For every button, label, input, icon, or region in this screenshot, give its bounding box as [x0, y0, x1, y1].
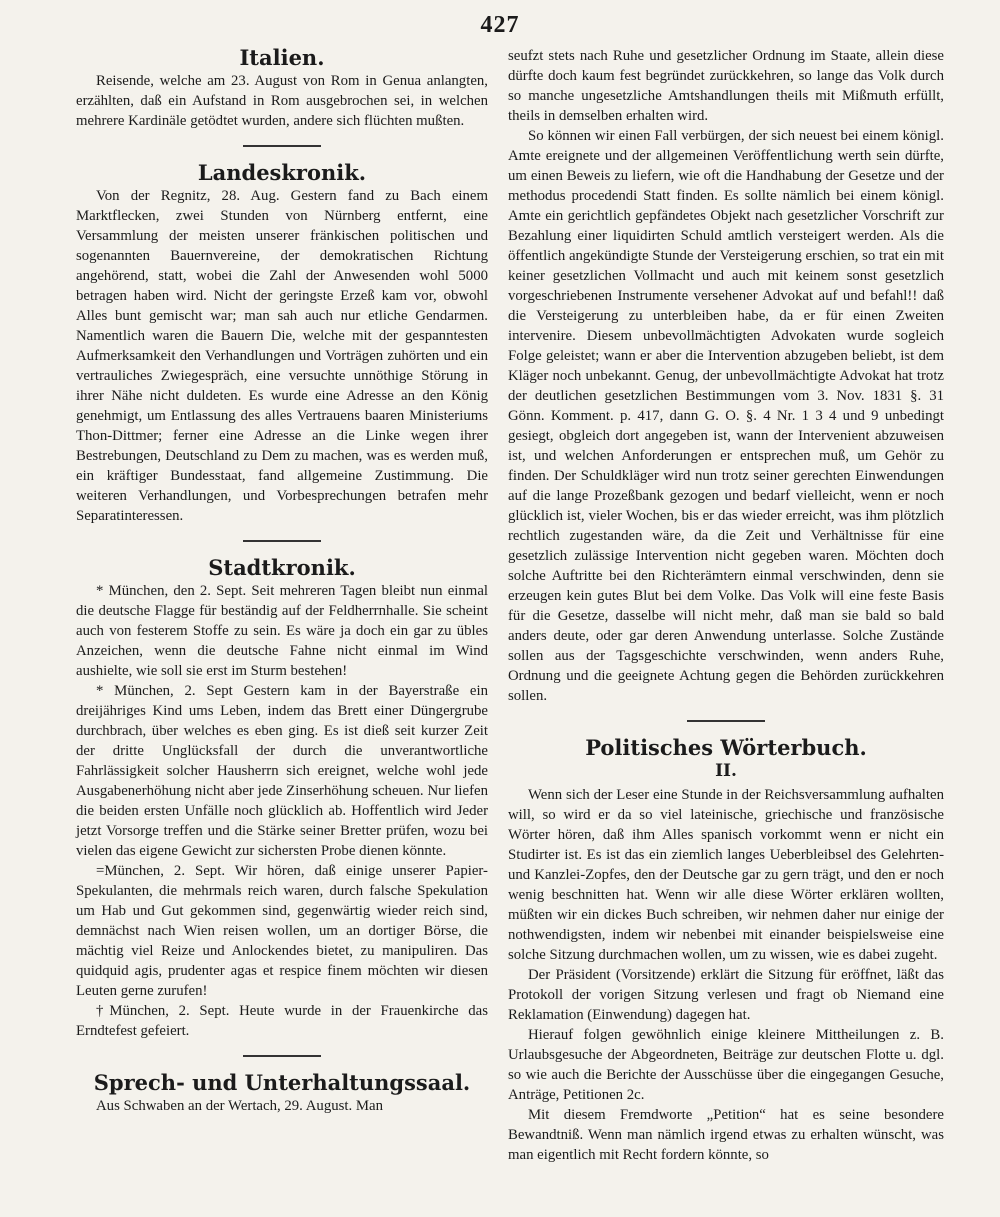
woerterbuch-heading: Politisches Wörterbuch.	[585, 735, 867, 760]
stadtkronik-heading: Stadtkronik.	[208, 555, 356, 581]
section-divider	[687, 720, 765, 722]
italien-heading: Italien.	[239, 45, 325, 70]
landeskronik-heading: Landeskronik.	[197, 160, 367, 186]
stadtkronik-paragraph: * München, den 2. Sept. Seit mehreren Tagen bleibt nun einmal die deutsche Flagge für beständig auf der Feldherrnhalle. Sie scheint auch von festerem Stoffe zu sein. Es wäre ja doch ein gar zu übles Anzeichen, wenn die deutsche Fahne nicht einmal im Wind aushielte, wie soll sie erst im Sturm bestehen!	[76, 583, 488, 680]
woerterbuch-paragraph: Der Präsident (Vorsitzende) erklärt die Sitzung für eröffnet, läßt das Protokoll der vorigen Sitzung verlesen und fragt ob Niemand eine Reklamation (Einwendung) dagegen hat.	[508, 967, 944, 1024]
article-paragraph: So können wir einen Fall verbürgen, der sich neuest bei einem königl. Amte ereignete und der allgemeinen Veröffentlichung werth sein dürfte, um einen Beweis zu liefern, wie oft die Handhabung der Gesetze und der methodus procedendi Statt finden. Es sollte nämlich bei einem königl. Amte ein gerichtlich gepfändetes Objekt nach gesetzlicher Vorschrift zur Bezahlung einer liquidirten Schuld amtlich versteigert werden. Als die öffentlich angekündigte Stunde der Versteigerung erschien, so trat ein mit keiner gesetzlichen Vollmacht und auch mit keinem sonst gesetzlich vorgeschriebenen Instrumente versehener Advokat auf und befahl!! daß die Versteigerung zu unterbleiben habe, da er für einen Zweiten intervenire. Diesem unbevollmächtigten Advokaten wurde sogleich Folge geleistet; wann er aber die Intervention abzugeben beliebt, ist dem Kläger noch unbekannt. Genug, der unbevollmächtigte Advokat hat trotz der deutlichen gesetzlichen Bestimmungen vom 3. Nov. 1831 §. 31 Gönn. Komment. p. 417, dann G. O. §. 4 Nr. 1 3 4 und 9 unbedingt gesiegt, obgleich dort angegeben ist, wann der Intervenient abzuweisen ist, und welchen Anforderungen er entsprechen muß, um Gehör zu finden. Der Schuldkläger wird nun trotz seiner gerechten Einwendungen auf die lange Prozeßbank gezogen und bedarf vielleicht, wenn er noch glücklich ist, vieler Wochen, bis er das wieder erreicht, was ihm plötzlich rechtlich zugestanden wäre, da die Zeit und Verhältnisse für eine gesetzlich zulässige Intervention nicht gegeben waren. Möchten doch solche Auftritte bei den Richterämtern einmal verschwinden, denn sie erzeugen kein gutes Blut bei dem Volke. Das Volk will eine feste Basis für die Gesetze, dasselbe will nicht mehr, daß man sie bald so bald anders deute, oder gar deren Anwendung unterlasse. Solche Zustände sollen aus der Tagsgeschichte verschwinden, wenn anders Ruhe, Ordnung und die geeignete Achtung gegen die Behörden zurückkehren sollen.	[508, 128, 944, 704]
stadtkronik-paragraph: †München, 2. Sept. Heute wurde in der Frauenkirche das Erndtefest gefeiert.	[76, 1003, 488, 1040]
italien-text: Reisende, welche am 23. August von Rom in Genua anlangten, erzählten, daß ein Aufstand in Rom ausgebrochen sei, in welchen mehrere Kardinäle getödtet wurden, andere sich flüchten mußten.	[76, 73, 488, 130]
woerterbuch-paragraph: Hierauf folgen gewöhnlich einige kleinere Mittheilungen z. B. Urlaubsgesuche der Abgeordneten, Beiträge zur deutschen Flotte u. dgl. so wie auch die Berichte der Ausschüsse über die eingegangen Gesuche, Anträge, Petitionen 2c.	[508, 1027, 944, 1104]
stadtkronik-paragraph: =München, 2. Sept. Wir hören, daß einige unserer Papier-Spekulanten, die mehrmals reich waren, durch falsche Spekulation um Hab und Gut gekommen sind, gegenwärtig wieder reich sind, demnächst nach Wien reisen wollen, um an dortiger Börse, die mächtig viel Reize und Anlockendes bietet, zu manipuliren. Das quidquid agis, prudenter agas et respice finem möchten wir diesen Leuten gerne zurufen!	[76, 863, 488, 1000]
landeskronik-text: Von der Regnitz, 28. Aug. Gestern fand zu Bach einem Marktflecken, zwei Stunden von Nürnberg entfernt, eine Versammlung der meisten unserer fränkischen politischen und sogenannten Bauernvereine, der demokratischen Richtung angehörend, statt, wobei die Zahl der Anwesenden wohl 5000 betragen haben wird. Nicht der geringste Erzeß kam vor, obwohl Alles bunt gemischt war; man sah auch nur etliche Gendarmen. Namentlich waren die Bauern Die, welche mit der gespanntesten Aufmerksamkeit den Verhandlungen und Vorträgen zuhörten und ein vertrauliches Zwiegespräch, eine versuchte unnöthige Störung in ihrer Nähe nicht duldeten. Es wurde eine Adresse an den König genehmigt, um Entlassung des alles Vertrauens baaren Ministeriums Thon-Dittmer; ferner eine Adresse an die Linke wegen ihrer Bestrebungen, Deutschland zu Dem zu machen, was es werden muß, ein kräftiger Bundesstaat, fand allgemeine Zustimmung. Die weiteren Verhandlungen, und Vorbesprechungen betrafen mehr Separatinteressen.	[76, 188, 488, 525]
page-number: 427	[480, 12, 520, 38]
section-divider	[243, 1055, 321, 1057]
left-column	[76, 46, 488, 1116]
woerterbuch-subheading: II.	[715, 761, 737, 782]
woerterbuch-paragraph: Wenn sich der Leser eine Stunde in der Reichsversammlung aufhalten will, so wird er da so viel lateinische, griechische und französische Wörter hören, daß ihm Alles spanisch vorkommt wenn er nicht ein Studirter ist. Es ist das ein ziemlich langes Ueberbleibsel des Gelehrten- und Kanzlei-Zopfes, den der Deutsche gar zu gern trägt, und den er noch wenig beschnitten hat. Wenn wir alle diese Wörter erklären wollten, müßten wir ein dickes Buch schreiben, wir nehmen daher nur einige der nothwendigsten, indem wir nebenbei mit einander beispielsweise eine solche Sitzung durchmachen wollen, um zu wissen, wie es dabei zugeht.	[508, 787, 944, 964]
section-divider	[243, 145, 321, 147]
section-divider	[243, 540, 321, 542]
sprechsaal-text: Aus Schwaben an der Wertach, 29. August. Man	[96, 1098, 384, 1115]
sprechsaal-heading: Sprech- und Unterhaltungssaal.	[93, 1070, 471, 1096]
continued-text: seufzt stets nach Ruhe und gesetzlicher Ordnung im Staate, allein diese dürfte doch kaum fest begründet zurückkehren, so lange das Volk durch so manche ungesetzliche Amtshandlungen theils mit Mißmuth erfüllt, theils in demselben erhalten wird.	[508, 48, 944, 124]
right-column	[508, 46, 944, 1165]
stadtkronik-paragraph: * München, 2. Sept Gestern kam in der Bayerstraße ein dreijähriges Kind ums Leben, indem das Brett einer Düngergrube durchbrach, über welches es eben ging. Es ist dieß seit kurzer Zeit der dritte Unglücksfall der durch die unverantwortliche Fahrlässigkeit solcher Hausherrn sich ereignet, welche wohl jede Ausgabenerhöhung nicht aber jede Zinserhöhung scheuen. Nur liefen die beiden ersten Unfälle noch glücklich ab. Hoffentlich wird Jeder jetzt Vorsorge treffen und die Stärke seiner Bretter prüfen, wozu bei vielen das eigene Gewicht zur sichersten Probe dienen könnte.	[76, 683, 488, 860]
woerterbuch-paragraph: Mit diesem Fremdworte „Petition“ hat es seine besondere Bewandtniß. Wenn man nämlich irgend etwas zu erhalten wünscht, was man eigentlich mit Recht fordern könnte, so	[508, 1107, 944, 1164]
